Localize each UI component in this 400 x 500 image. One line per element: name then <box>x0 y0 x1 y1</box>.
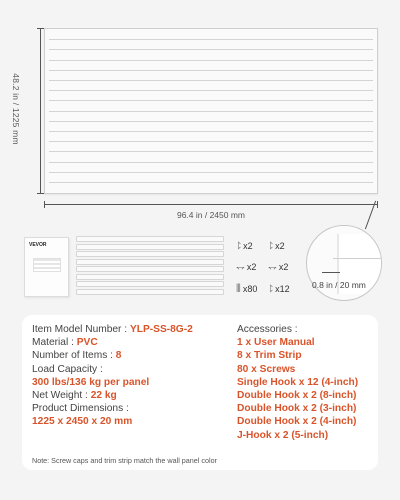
spec-card <box>22 315 378 470</box>
trim-strip <box>76 274 224 280</box>
hardware-item: ⥏ x2 <box>268 240 285 252</box>
panel-slat-groove <box>49 70 373 71</box>
accessory-item: 8 x Trim Strip <box>237 350 302 362</box>
panel-slat-groove <box>49 121 373 122</box>
panel-slat-groove <box>49 141 373 142</box>
accessory-item: Single Hook x 12 (4-inch) <box>237 376 359 388</box>
accessory-item: 1 x User Manual <box>237 337 315 349</box>
accessory-item: Double Hook x 2 (8-inch) <box>237 390 357 402</box>
accessories-list <box>237 323 358 442</box>
panel-slat-groove <box>49 111 373 112</box>
manual-cover-illustration <box>33 258 61 272</box>
panel-slat-groove <box>49 162 373 163</box>
trim-strip <box>76 251 224 257</box>
panel-slat-groove <box>49 49 373 50</box>
trim-strips-image <box>76 236 226 298</box>
panel-slat-groove <box>49 172 373 173</box>
small-hook-icon: ⥏ <box>268 283 274 295</box>
hardware-item: ⦀ x80 <box>236 283 258 295</box>
trim-strip <box>76 244 224 250</box>
trim-strip <box>76 236 224 242</box>
wall-panel-illustration <box>0 0 400 225</box>
net-weight-row: Net Weight : 22 kg <box>32 390 117 402</box>
single-hook-icon: ⥏ <box>236 240 242 252</box>
width-dimension-line <box>44 204 378 205</box>
screw-icon: ⦀ <box>236 283 241 295</box>
panel-slat-groove <box>49 80 373 81</box>
hardware-item: ⥏ x12 <box>268 283 290 295</box>
panel-slat-groove <box>49 182 373 183</box>
hardware-item: ⥐ x2 <box>268 261 289 273</box>
thickness-dimension-line <box>322 272 340 273</box>
width-dimension-label: 96.4 in / 2450 mm <box>176 210 246 220</box>
user-manual-image <box>24 237 69 297</box>
trim-strip <box>76 259 224 265</box>
panel-slat-groove <box>49 90 373 91</box>
manual-brand-logo: VEVOR <box>29 242 47 248</box>
trim-strip <box>76 266 224 272</box>
model-number-row: Item Model Number : YLP-SS-8G-2 <box>32 324 193 335</box>
panel-slat-groove <box>49 151 373 152</box>
items-count-row: Number of Items : 8 <box>32 350 122 362</box>
trim-strip <box>76 281 224 287</box>
trim-strip <box>76 289 224 295</box>
accessory-item: Double Hook x 2 (3-inch) <box>237 403 357 415</box>
product-specs <box>32 323 193 429</box>
panel-slat-groove <box>49 60 373 61</box>
hardware-item: ⥏ x2 <box>236 240 253 252</box>
panel-slat-groove <box>49 131 373 132</box>
material-row: Material : PVC <box>32 337 98 349</box>
slatwall-panel <box>44 28 378 194</box>
note-text: Note: Screw caps and trim strip match the wall panel color <box>32 456 217 465</box>
j-hook-icon: ⥐ <box>236 261 245 273</box>
dimensions-value: 1225 x 2450 x 20 mm <box>32 416 133 428</box>
height-dimension-label: 48.2 in / 1225 mm <box>11 73 21 145</box>
accessory-item: Double Hook x 2 (4-inch) <box>237 416 357 428</box>
accessory-item: J-Hook x 2 (5-inch) <box>237 429 329 441</box>
hook-icon: ⥐ <box>268 261 277 273</box>
height-dimension-line <box>40 28 41 194</box>
hardware-item: ⥐ x2 <box>236 261 257 273</box>
panel-slat-groove <box>49 39 373 40</box>
accessory-item: 80 x Screws <box>237 363 296 375</box>
load-capacity-value: 300 lbs/136 kg per panel <box>32 376 150 388</box>
double-hook-icon: ⥏ <box>268 240 274 252</box>
dimensions-label: Product Dimensions : <box>32 403 129 415</box>
accessories-title: Accessories : <box>237 324 298 335</box>
panel-slat-groove <box>49 100 373 101</box>
thickness-dimension-label: 0.8 in / 20 mm <box>312 280 366 290</box>
load-capacity-label: Load Capacity : <box>32 363 103 375</box>
